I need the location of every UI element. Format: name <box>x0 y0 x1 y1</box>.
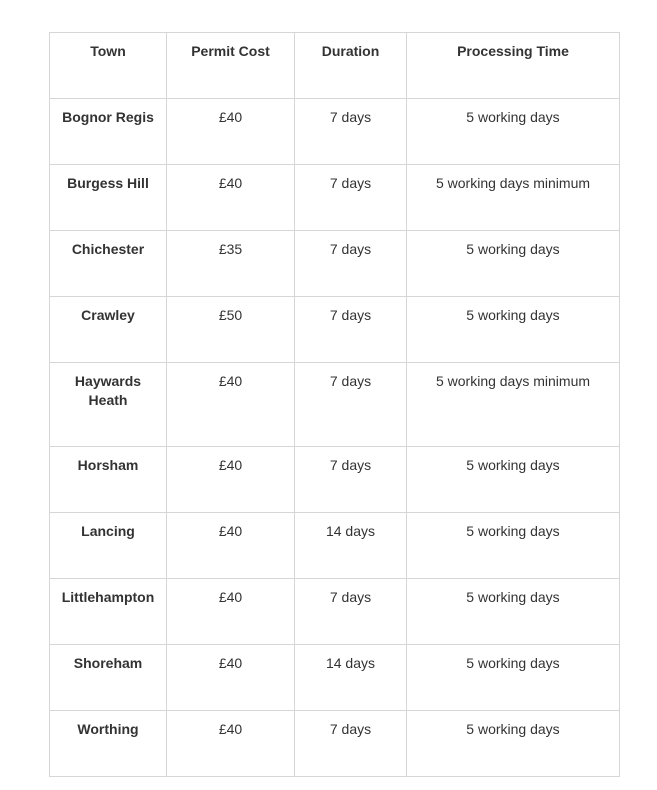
town-cell: Lancing <box>50 513 167 579</box>
table-row <box>50 513 620 579</box>
town-cell: Chichester <box>50 231 167 297</box>
table-row <box>50 99 620 165</box>
table-row <box>50 165 620 231</box>
processing-time-cell: 5 working days <box>407 579 620 645</box>
processing-time-cell: 5 working days <box>407 447 620 513</box>
processing-time-cell: 5 working days <box>407 513 620 579</box>
duration-cell: 14 days <box>295 645 407 711</box>
processing-time-cell: 5 working days <box>407 297 620 363</box>
processing-time-cell: 5 working days <box>407 645 620 711</box>
table-body <box>50 99 620 777</box>
permit-cost-cell: £40 <box>167 363 295 447</box>
duration-cell: 7 days <box>295 579 407 645</box>
processing-time-cell: 5 working days <box>407 99 620 165</box>
town-cell: Crawley <box>50 297 167 363</box>
permit-cost-cell: £40 <box>167 711 295 777</box>
processing-time-cell: 5 working days <box>407 711 620 777</box>
permit-cost-cell: £40 <box>167 579 295 645</box>
duration-cell: 7 days <box>295 363 407 447</box>
duration-cell: 14 days <box>295 513 407 579</box>
duration-cell: 7 days <box>295 447 407 513</box>
duration-cell: 7 days <box>295 165 407 231</box>
permit-cost-cell: £35 <box>167 231 295 297</box>
header-town: Town <box>50 33 167 99</box>
table-row <box>50 579 620 645</box>
duration-cell: 7 days <box>295 99 407 165</box>
table-row <box>50 711 620 777</box>
permit-cost-cell: £40 <box>167 513 295 579</box>
header-processing-time: Processing Time <box>407 33 620 99</box>
processing-time-cell: 5 working days minimum <box>407 165 620 231</box>
town-cell: Burgess Hill <box>50 165 167 231</box>
town-cell: Horsham <box>50 447 167 513</box>
town-cell: Worthing <box>50 711 167 777</box>
duration-cell: 7 days <box>295 711 407 777</box>
permit-cost-cell: £40 <box>167 165 295 231</box>
table-header <box>50 33 620 99</box>
town-cell: Haywards Heath <box>50 363 167 447</box>
town-cell: Littlehampton <box>50 579 167 645</box>
header-row <box>50 33 620 99</box>
table-row <box>50 447 620 513</box>
permit-cost-cell: £40 <box>167 99 295 165</box>
permit-cost-cell: £40 <box>167 645 295 711</box>
duration-cell: 7 days <box>295 297 407 363</box>
header-duration: Duration <box>295 33 407 99</box>
permit-cost-cell: £40 <box>167 447 295 513</box>
permit-cost-cell: £50 <box>167 297 295 363</box>
header-permit-cost: Permit Cost <box>167 33 295 99</box>
town-cell: Bognor Regis <box>50 99 167 165</box>
processing-time-cell: 5 working days minimum <box>407 363 620 447</box>
table-row <box>50 297 620 363</box>
table-row <box>50 363 620 447</box>
table-row <box>50 231 620 297</box>
duration-cell: 7 days <box>295 231 407 297</box>
town-cell: Shoreham <box>50 645 167 711</box>
permit-table <box>49 32 620 777</box>
processing-time-cell: 5 working days <box>407 231 620 297</box>
table-row <box>50 645 620 711</box>
